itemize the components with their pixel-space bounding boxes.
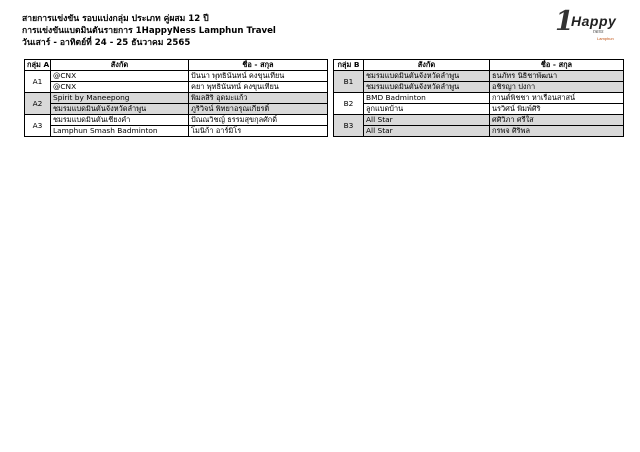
club-cell: BMD Badminton (364, 93, 490, 104)
logo-sub: Lamphun (597, 36, 614, 41)
table-row (334, 104, 624, 115)
club-cell: @CNX (51, 71, 189, 82)
club-cell: All Star (364, 126, 490, 137)
player-cell: อชิรญา ปงกา (490, 82, 624, 93)
table-row (334, 115, 624, 126)
player-cell: กานต์พิชชา หาเรือนสาสน์ (490, 93, 624, 104)
logo-tagline: ness (593, 29, 604, 35)
table-row (25, 93, 328, 104)
table-row (25, 104, 328, 115)
table-row (25, 71, 328, 82)
group-b-table (333, 59, 624, 137)
player-cell: ปัณณวิชญ์ ธรรมสุขกุลศักดิ์ (189, 115, 328, 126)
player-cell: พิมลสิริ อุดมะแก้ว (189, 93, 328, 104)
happyness-logo (555, 6, 625, 41)
group-column-header: กลุ่ม A (25, 60, 51, 71)
group-cell: B3 (334, 115, 364, 137)
group-cell: B2 (334, 93, 364, 115)
player-cell: กรพจ ศิริพล (490, 126, 624, 137)
club-cell: ชมรมแบดมินตันจังหวัดลำพูน (364, 71, 490, 82)
header-line-2: การแข่งขันแบดมินตันรายการ 1HappyNess Lamphun Travel (22, 26, 276, 36)
table-row (334, 82, 624, 93)
player-column-header: ชื่อ - สกุล (490, 60, 624, 71)
club-cell: ชมรมแบดมินตันจังหวัดลำพูน (51, 104, 189, 115)
player-cell: ธนภัทร นิธิชาพัฒนา (490, 71, 624, 82)
table-row (334, 71, 624, 82)
table-row (334, 93, 624, 104)
club-cell: ลูกแบดบ้าน (364, 104, 490, 115)
club-cell: ชมรมแบดมินตันจังหวัดลำพูน (364, 82, 490, 93)
group-cell: A2 (25, 93, 51, 115)
header-line-3: วันเสาร์ - อาทิตย์ที่ 24 - 25 ธันวาคม 2565 (22, 38, 191, 48)
club-cell: Spirit by Maneepong (51, 93, 189, 104)
table-row (25, 126, 328, 137)
club-cell: ชมรมแบดมินตันเชียงคำ (51, 115, 189, 126)
table-row (25, 115, 328, 126)
club-cell: @CNX (51, 82, 189, 93)
table-header-row (25, 60, 328, 71)
group-cell: A1 (25, 71, 51, 93)
group-a-table (24, 59, 328, 137)
club-cell: All Star (364, 115, 490, 126)
group-cell: B1 (334, 71, 364, 93)
player-cell: ปันนา พุทธินันทน์ คงขุนเทียน (189, 71, 328, 82)
player-column-header: ชื่อ - สกุล (189, 60, 328, 71)
player-cell: คยา พุทธินันทน์ คงขุนเทียน (189, 82, 328, 93)
document-header (22, 13, 276, 49)
club-column-header: สังกัด (364, 60, 490, 71)
group-cell: A3 (25, 115, 51, 137)
logo-digit: 1 (555, 6, 574, 37)
club-cell: Lamphun Smash Badminton (51, 126, 189, 137)
table-header-row (334, 60, 624, 71)
group-column-header: กลุ่ม B (334, 60, 364, 71)
player-cell: โมนิก้า อาร์มิโร (189, 126, 328, 137)
table-row (25, 82, 328, 93)
player-cell: ศศิวิภา ศรีใส (490, 115, 624, 126)
header-line-1: สายการแข่งขัน รอบแบ่งกลุ่ม ประเภท คู่ผสม 12 ปี (22, 14, 209, 24)
logo-word: Happy (571, 13, 617, 29)
table-row (334, 126, 624, 137)
player-cell: ภูริวิจน์ พิทยาอรุณเกียรติ์ (189, 104, 328, 115)
club-column-header: สังกัด (51, 60, 189, 71)
player-cell: นรวิศน์ พิมพ์ศิริ (490, 104, 624, 115)
